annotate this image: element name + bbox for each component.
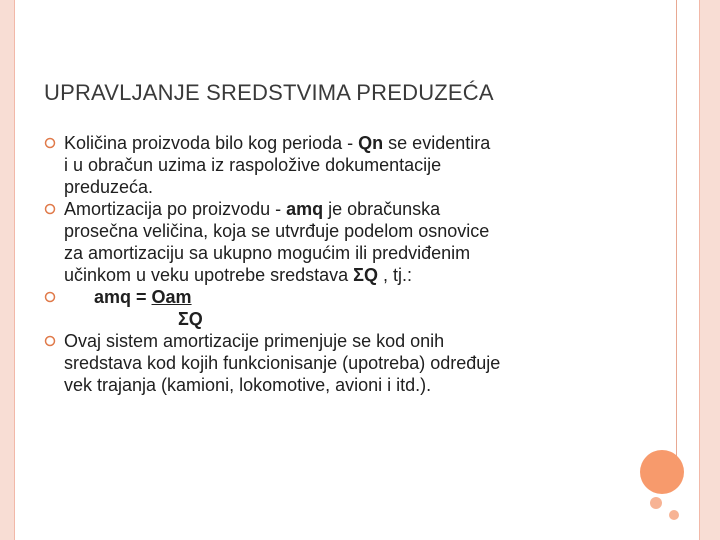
bullet-line xyxy=(64,198,624,220)
bullet-line: Ovaj sistem amortizacije primenjuje se kod onih xyxy=(64,331,445,351)
left-decorative-strip xyxy=(0,0,14,540)
circle-bullet-icon xyxy=(44,335,56,347)
formula-lhs: amq = xyxy=(94,287,152,307)
bullet-item xyxy=(44,330,624,396)
decorative-circle-small xyxy=(650,497,662,509)
formula-numerator-line xyxy=(64,286,624,308)
bullet-list xyxy=(44,132,624,396)
decorative-circle-large xyxy=(640,450,684,494)
bold-term: ΣQ xyxy=(353,265,378,285)
text-segment: Količina proizvoda bilo kog perioda - xyxy=(64,133,359,153)
bold-term: amq xyxy=(286,199,324,219)
formula-denominator: ΣQ xyxy=(178,309,203,329)
text-segment: , tj.: xyxy=(377,265,412,285)
slide-title: UPRAVLJANJE SREDSTVIMA PREDUZEĆA xyxy=(44,80,494,105)
bullet-line: preduzeća. xyxy=(64,177,154,197)
bullet-line: za amortizaciju sa ukupno mogućim ili predviđenim xyxy=(64,243,471,263)
right-decorative-strip xyxy=(700,0,720,540)
bullet-line: i u obračun uzima iz raspoložive dokumentacije xyxy=(64,155,442,175)
bullet-item xyxy=(44,198,624,286)
text-segment: je obračunska xyxy=(323,199,441,219)
formula-numerator: Oam xyxy=(151,287,192,307)
circle-bullet-icon xyxy=(44,291,56,303)
bullet-line: vek trajanja (kamioni, lokomotive, avioni i itd.). xyxy=(64,375,432,395)
bullet-item xyxy=(44,132,624,198)
circle-bullet-icon xyxy=(44,137,56,149)
bullet-line xyxy=(64,132,624,154)
text-segment: učinkom u veku upotrebe sredstava xyxy=(64,265,354,285)
decorative-line xyxy=(676,0,677,470)
text-segment: se evidentira xyxy=(383,133,491,153)
text-segment: Amortizacija po proizvodu - xyxy=(64,199,287,219)
bullet-line: sredstava kod kojih funkcionisanje (upotreba) određuje xyxy=(64,353,501,373)
decorative-circle-small xyxy=(669,510,679,520)
bullet-line xyxy=(64,264,624,286)
circle-bullet-icon xyxy=(44,203,56,215)
bullet-item-formula xyxy=(44,286,624,330)
bold-term: Qn xyxy=(358,133,384,153)
bullet-line: prosečna veličina, koja se utvrđuje podelom osnovice xyxy=(64,221,490,241)
